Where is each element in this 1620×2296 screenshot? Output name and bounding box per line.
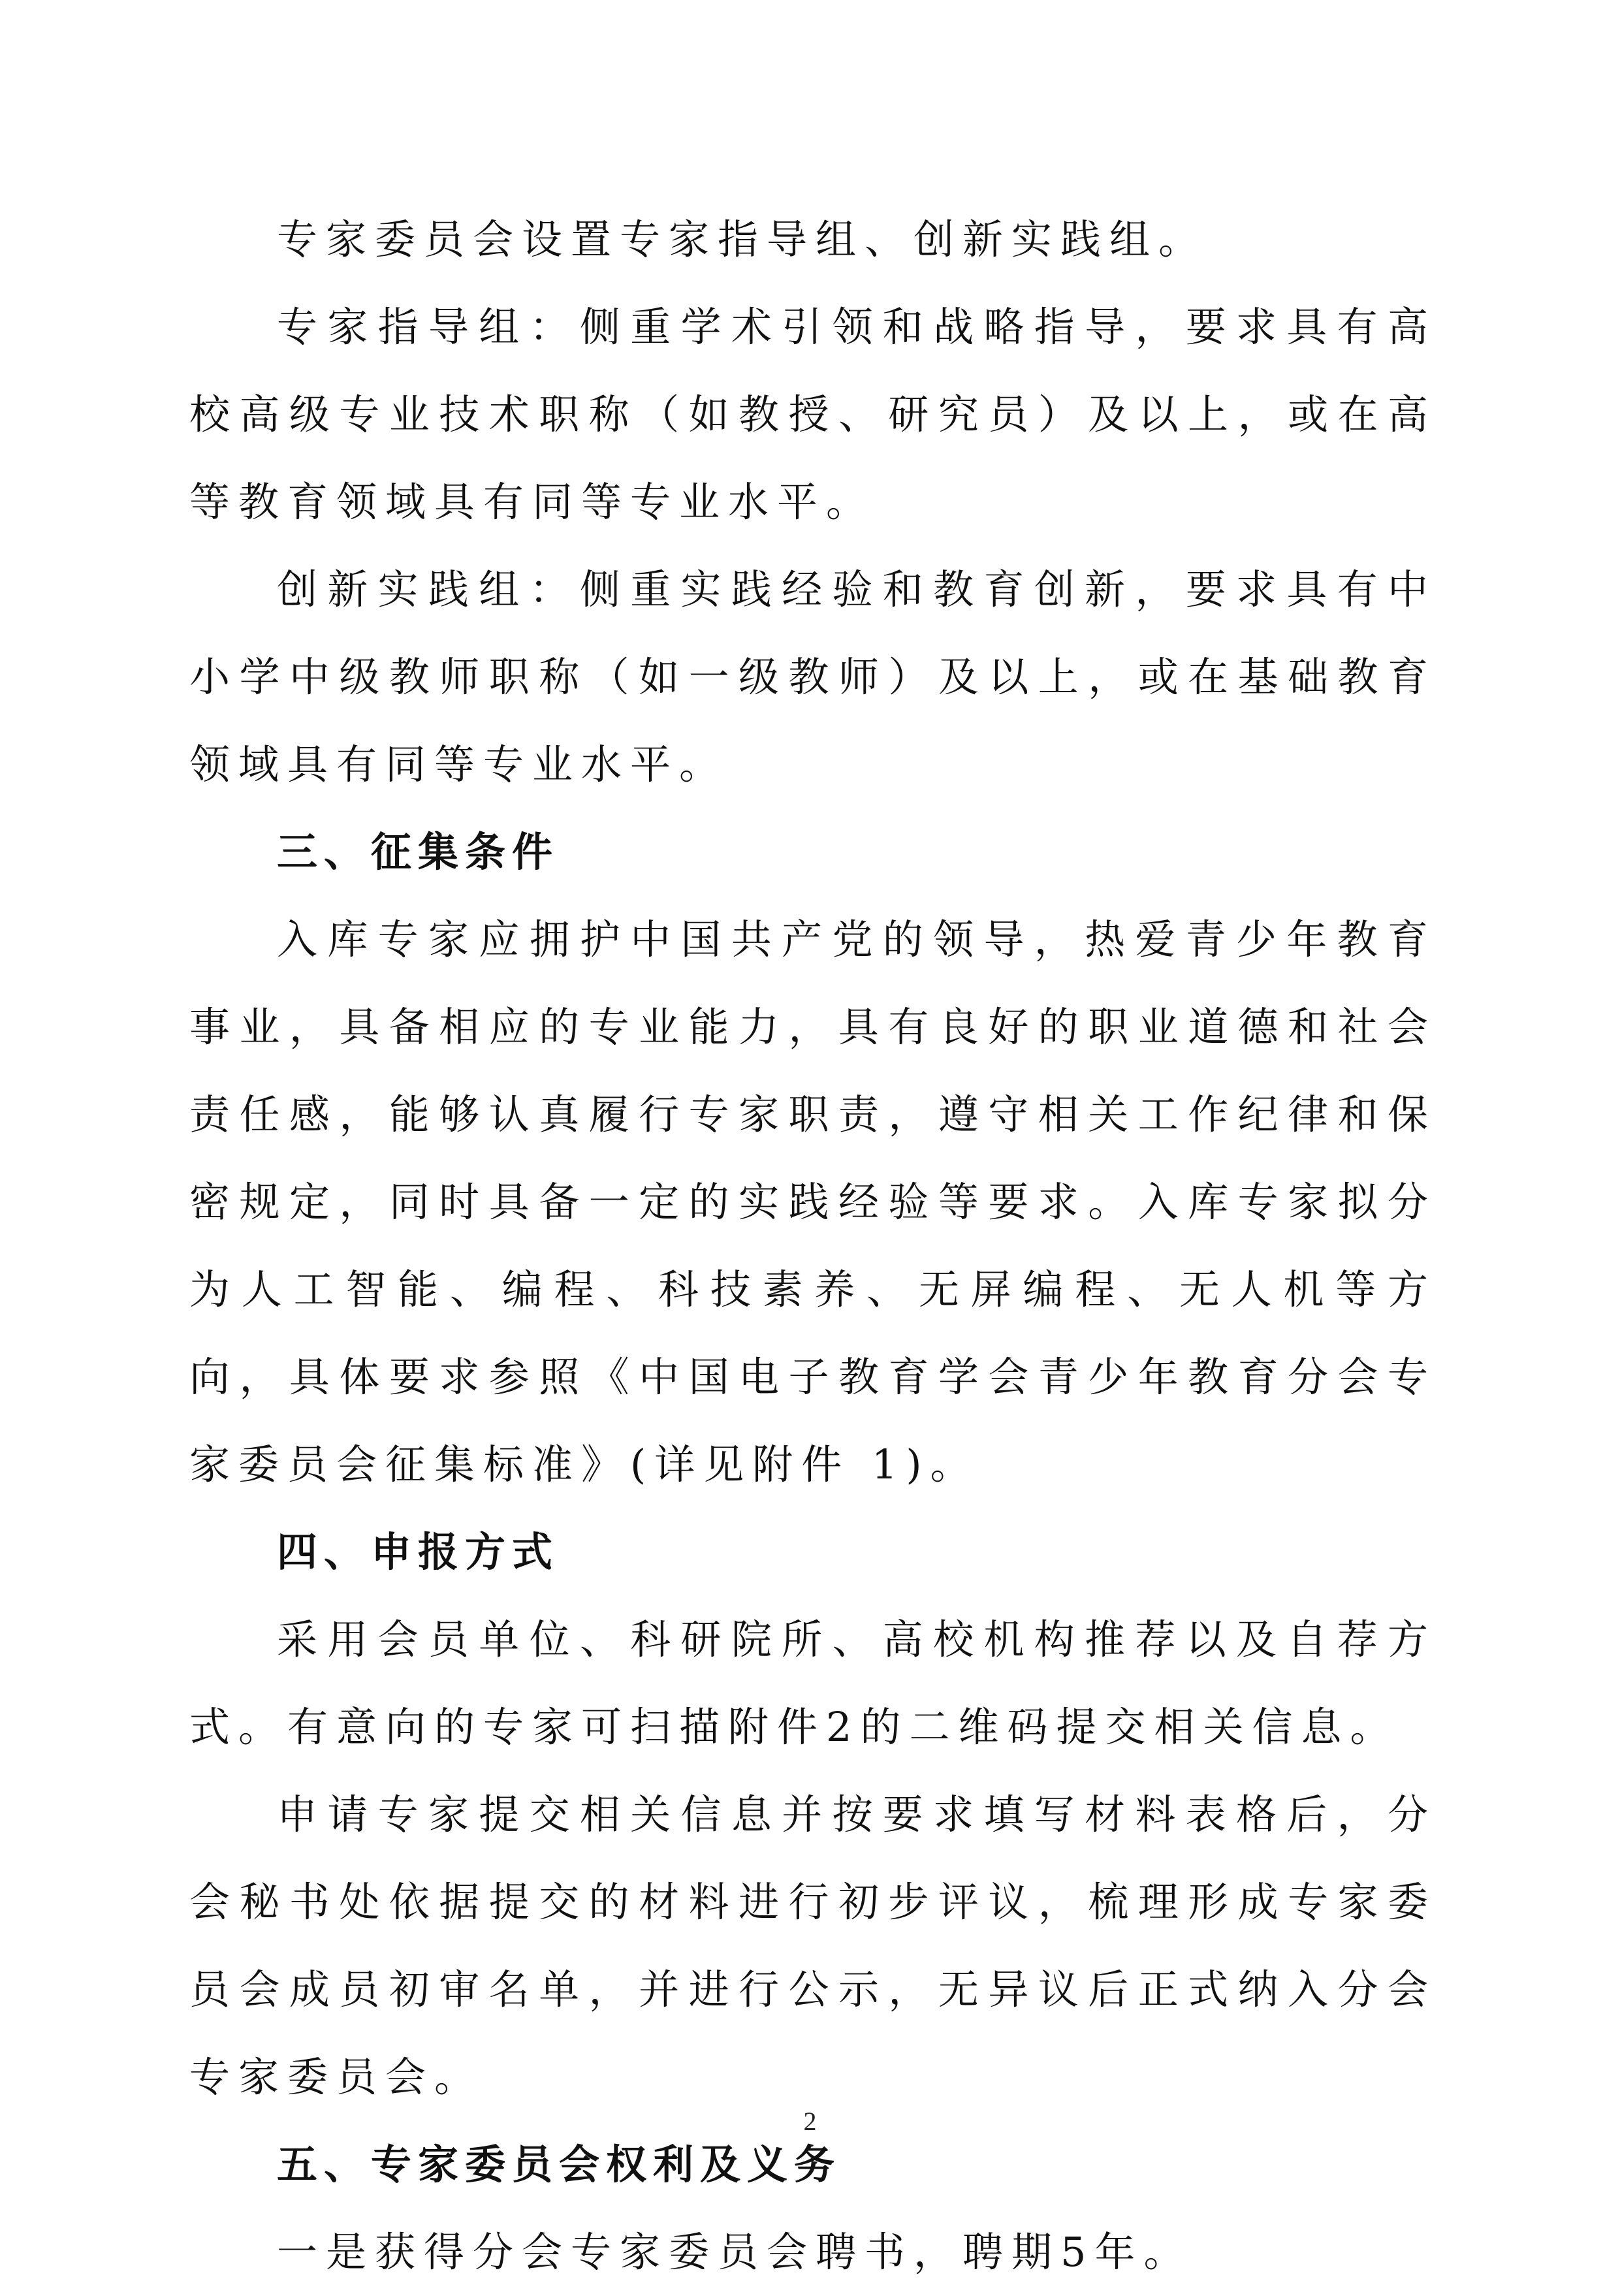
- heading-application-method: 四、申报方式: [277, 1528, 560, 1576]
- paragraph-innovation-practice-group: 创新实践组：侧重实践经验和教育创新，要求具有中小学中级教师职称（如一级教师）及以上，或在基础教育领域具有同等专业水平。: [189, 566, 1437, 788]
- heading-rights-obligations: 五、专家委员会权利及义务: [277, 2141, 842, 2188]
- paragraph-expert-guidance-group: 专家指导组：侧重学术引领和战略指导，要求具有高校高级专业技术职称（如教授、研究员）及以上，或在高等教育领域具有同等专业水平。: [189, 303, 1437, 526]
- document-body: [189, 196, 1437, 2296]
- paragraph-review-process: 申请专家提交相关信息并按要求填写材料表格后，分会秘书处依据提交的材料进行初步评议，梳理形成专家委员会成员初审名单，并进行公示，无异议后正式纳入分会专家委员会。: [189, 1791, 1437, 2101]
- paragraph-collection-conditions: 入库专家应拥护中国共产党的领导，热爱青少年教育事业，具备相应的专业能力，具有良好的职业道德和社会责任感，能够认真履行专家职责，遵守相关工作纪律和保密规定，同时具备一定的实践经验等要求。入库专家拟分为人工智能、编程、科技素养、无屏编程、无人机等方向，具体要求参照《中国电子教育学会青少年教育分会专家委员会征集标准》(详见附件 1)。: [189, 916, 1437, 1488]
- paragraph-application-method: 采用会员单位、科研院所、高校机构推荐以及自荐方式。有意向的专家可扫描附件2的二维码提交相关信息。: [189, 1616, 1437, 1751]
- paragraph-appointment-letter: 一是获得分会专家委员会聘书，聘期5年。: [277, 2228, 1193, 2276]
- paragraph-committee-groups: 专家委员会设置专家指导组、创新实践组。: [277, 215, 1208, 263]
- page-number: 2: [803, 2107, 817, 2136]
- heading-collection-conditions: 三、征集条件: [277, 828, 560, 876]
